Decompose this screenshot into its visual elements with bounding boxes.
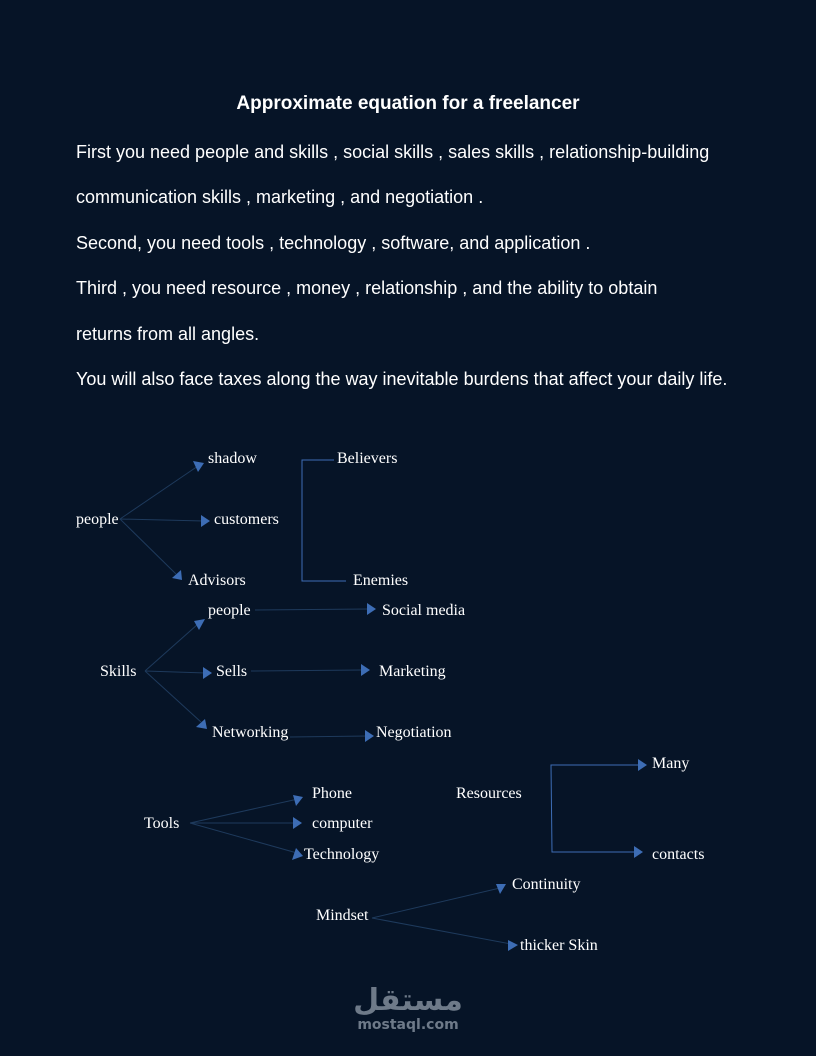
node-marketing: Marketing [379,663,446,680]
node-continuity: Continuity [512,876,581,893]
node-technology: Technology [304,846,380,863]
page-title: Approximate equation for a freelancer [236,93,580,114]
arrowhead-skills-people [194,619,205,630]
paragraph-tools: Second, you need tools , technology , software, and application . [76,233,591,253]
node-skills: Skills [100,663,137,680]
connector-lines [120,460,641,944]
arrowhead-networking [196,719,207,729]
arrowhead-social-media [367,603,376,615]
node-tools: Tools [144,815,180,832]
node-computer: computer [312,815,373,832]
node-sells: Sells [216,663,248,680]
node-mindset: Mindset [316,907,369,924]
paragraph-resources: Third , you need resource , money , relationship , and the ability to obtain [76,278,658,298]
node-people: people [76,511,119,528]
node-social-media: Social media [382,602,466,619]
node-believers: Believers [337,450,398,467]
node-thicker-skin: thicker Skin [520,937,598,954]
arrowhead-sells [203,667,212,679]
paragraph-communication: communication skills , marketing , and negotiation . [76,187,484,207]
arrowhead-contacts [634,846,643,858]
node-contacts: contacts [652,846,705,863]
node-shadow: shadow [208,450,257,467]
arrowhead-phone [293,795,303,806]
arrowhead-technology [292,848,303,860]
logo-arabic-text: مستقل [353,983,463,1018]
arrowhead-many [638,759,647,771]
arrowhead-marketing [361,664,370,676]
node-skills-people: people [208,602,251,619]
node-networking: Networking [212,724,289,741]
node-many: Many [652,755,690,772]
node-enemies: Enemies [353,572,409,589]
node-phone: Phone [312,785,352,802]
arrowhead-computer [293,817,302,829]
arrowhead-thicker-skin [508,940,518,951]
node-advisors: Advisors [188,572,246,589]
logo-latin-text: mostaql.com [357,1017,459,1033]
node-negotiation: Negotiation [376,724,452,741]
mostaql-logo [0,985,816,1033]
paragraph-returns: returns from all angles. [76,324,260,344]
arrowhead-negotiation [365,730,374,742]
arrowhead-shadow [193,461,204,472]
paragraph-people-skills: First you need people and skills , social skills , sales skills , relationship-building [76,142,710,162]
node-customers: customers [214,511,279,528]
node-resources: Resources [456,785,522,802]
arrowhead-customers [201,515,210,527]
paragraph-taxes: You will also face taxes along the way inevitable burdens that affect your daily life. [76,369,728,389]
